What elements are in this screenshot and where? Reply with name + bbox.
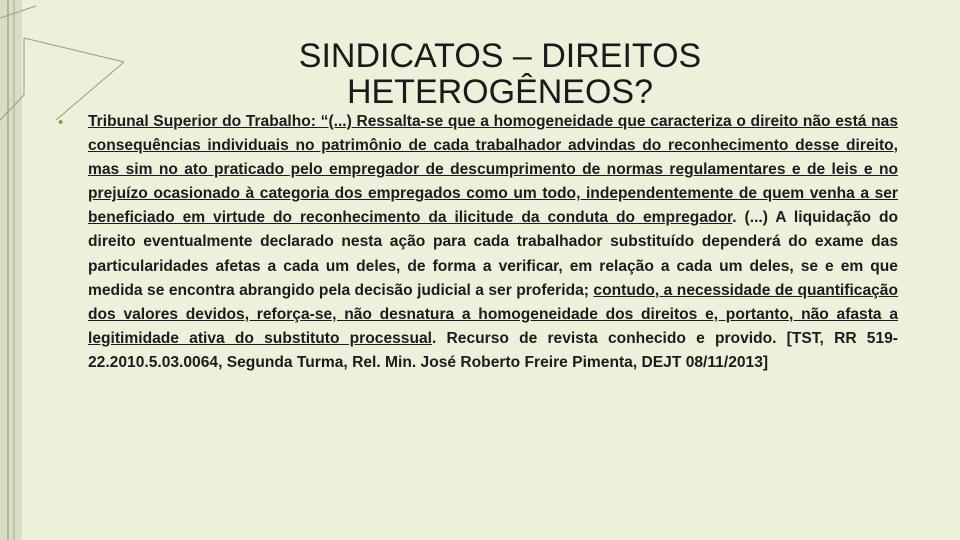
quote-underlined-part-1: Tribunal Superior do Trabalho: “(...) Ressalta-se que a homogeneidade que caracteriza o direito não está nas consequências individuais no patrimônio de cada trabalhador advindas do reconhecimento desse direito, mas sim no ato praticado pelo empregador de descumprimento de normas regulamentares e de leis e no prejuízo ocasionado à categoria dos empregados como um todo, independentemente de quem venha a ser beneficiado em virtude do reconhecimento da ilicitude da conduta do empregador: [88, 113, 898, 227]
title-line-1: SINDICATOS – DIREITOS: [298, 37, 702, 75]
quote-underlined-part-2: contudo, a necessidade de quantificação dos valores devidos, reforça-se, não desnatura a homogeneidade dos direitos e, portanto, não afasta a legitimidade ativa do substituto processual: [88, 281, 899, 347]
quote-paragraph: [88, 110, 898, 375]
quote-citation: . Recurso de revista conhecido e provido. [TST, RR 519-22.2010.5.03.0064, Segunda Turma, Rel. Min. José Roberto Freire Pimenta, DEJT 08/11/2013]: [88, 329, 898, 371]
bullet-icon: •: [58, 114, 64, 131]
slide-title: [200, 38, 800, 110]
quote-plain-part: . (...) A liquidação do direito eventualmente declarado nesta ação para cada trabalhador substituído dependerá do exame das particularidades afetas a cada um deles, de forma a verificar, em relação a cada um deles, se e em que medida se encontra abrangido pela decisão judicial a ser proferida;: [88, 209, 898, 299]
title-line-2: HETEROGÊNEOS?: [346, 73, 654, 111]
